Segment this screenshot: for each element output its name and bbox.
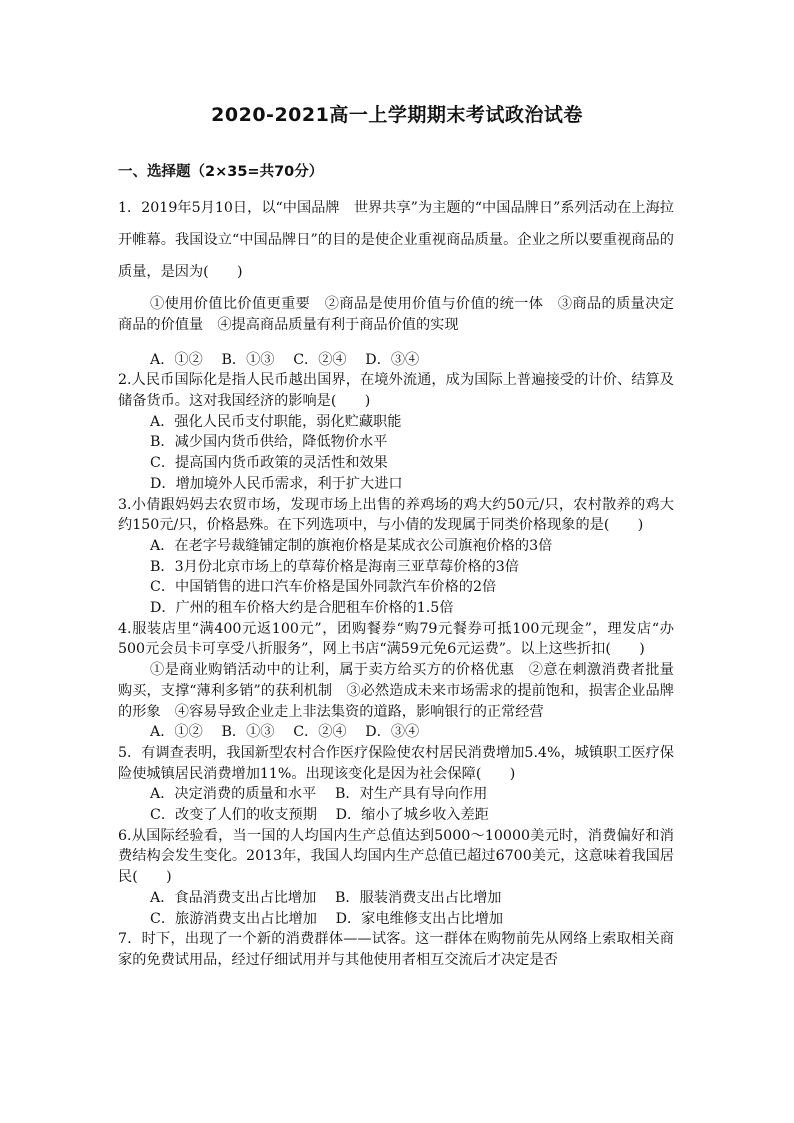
question-6 <box>118 826 674 930</box>
question-7-stem: 7．时下，出现了一个新的消费群体——试客。这一群体在购物前先从网络上索取相关商家的免费试用品，经过仔细试用并与其他使用者相互交流后才决定是否 <box>118 931 674 968</box>
question-5 <box>118 743 674 826</box>
exam-content <box>118 160 674 971</box>
question-1-stem: 1．2019年5月10日，以“中国品牌 世界共享”为主题的“中国品牌日”系列活动在上海拉开帷幕。我国设立“中国品牌日”的目的是使企业重视商品质量。企业之所以要重视商品的质量，是因为( ) <box>118 200 674 280</box>
question-7 <box>118 929 674 970</box>
question-2-stem: 2.人民币国际化是指人民币越出国界，在境外流通，成为国际上普遍接受的计价、结算及储备货币。这对我国经济的影响是( ) <box>118 372 674 409</box>
question-3-stem: 3.小倩跟妈妈去农贸市场，发现市场上出售的养鸡场的鸡大约50元/只，农村散养的鸡大约150元/只，价格悬殊。在下列选项中，与小倩的发现属于同类价格现象的是( ) <box>118 496 674 534</box>
question-5-options-ab: A．决定消费的质量和水平 B．对生产具有导向作用 <box>150 786 488 803</box>
question-2-option-b: B．减少国内货币供给，降低物价水平 <box>150 434 388 451</box>
question-6-options-cd: C．旅游消费支出占比增加 D．家电维修支出占比增加 <box>150 910 504 927</box>
question-2-option-a: A．强化人民币支付职能，弱化贮藏职能 <box>150 413 402 430</box>
question-2-option-d: D．增加境外人民币需求，利于扩大进口 <box>150 475 403 492</box>
question-5-stem: 5．有调查表明，我国新型农村合作医疗保险使农村居民消费增加5.4%，城镇职工医疗保险使城镇居民消费增加11%。出现该变化是因为社会保障( ) <box>118 744 674 782</box>
question-1-options: A．①② B．①③ C．②④ D．③④ <box>150 351 420 368</box>
question-1 <box>118 192 674 370</box>
question-3-option-d: D．广州的租车价格大约是合肥租车价格的1.5倍 <box>150 600 454 617</box>
section-heading: 一、选择题（2×35=共70分） <box>118 164 324 180</box>
question-4-statements: ①是商业购销活动中的让利，属于卖方给买方的价格优惠 ②意在刺激消费者批量购买，支撑“薄利多销”的获利机制 ③必然造成未来市场需求的提前饱和，损害企业品牌的形象 ④容易导致企业走上非法集资的道路，影响银行的正常经营 <box>118 662 674 720</box>
exam-title: 2020-2021高一上学期期末考试政治试卷 <box>211 104 583 126</box>
question-2-option-c: C．提高国内货币政策的灵活性和效果 <box>150 455 388 472</box>
question-6-options-ab: A．食品消费支出占比增加 B．服装消费支出占比增加 <box>150 889 502 906</box>
question-4-options: A．①② B．①③ C．②④ D．③④ <box>150 724 420 741</box>
question-1-statements: ①使用价值比价值更重要 ②商品是使用价值与价值的统一体 ③商品的质量决定商品的价值量 ④提高商品质量有利于商品价值的实现 <box>118 296 674 333</box>
question-4-stem: 4.服装店里“满400元返100元”，团购餐券“购79元餐券可抵100元现金”，理发店“办500元会员卡可享受八折服务”，网上书店“满59元免6元运费”。以上这些折扣( ) <box>118 620 674 658</box>
question-3-option-a: A．在老字号裁缝铺定制的旗袍价格是某成衣公司旗袍价格的3倍 <box>150 537 553 554</box>
question-3-option-c: C．中国销售的进口汽车价格是国外同款汽车价格的2倍 <box>150 579 497 596</box>
question-2 <box>118 370 674 494</box>
question-3-option-b: B．3月份北京市场上的草莓价格是海南三亚草莓价格的3倍 <box>150 558 519 575</box>
question-6-stem: 6.从国际经验看，当一国的人均国内生产总值达到5000～10000美元时，消费偏好和消费结构会发生变化。2013年，我国人均国内生产总值已超过6700美元，这意味着我国居民( ) <box>118 827 674 886</box>
question-3 <box>118 495 674 619</box>
question-5-options-cd: C．改变了人们的收支预期 D．缩小了城乡收入差距 <box>150 807 489 824</box>
question-4 <box>118 619 674 743</box>
